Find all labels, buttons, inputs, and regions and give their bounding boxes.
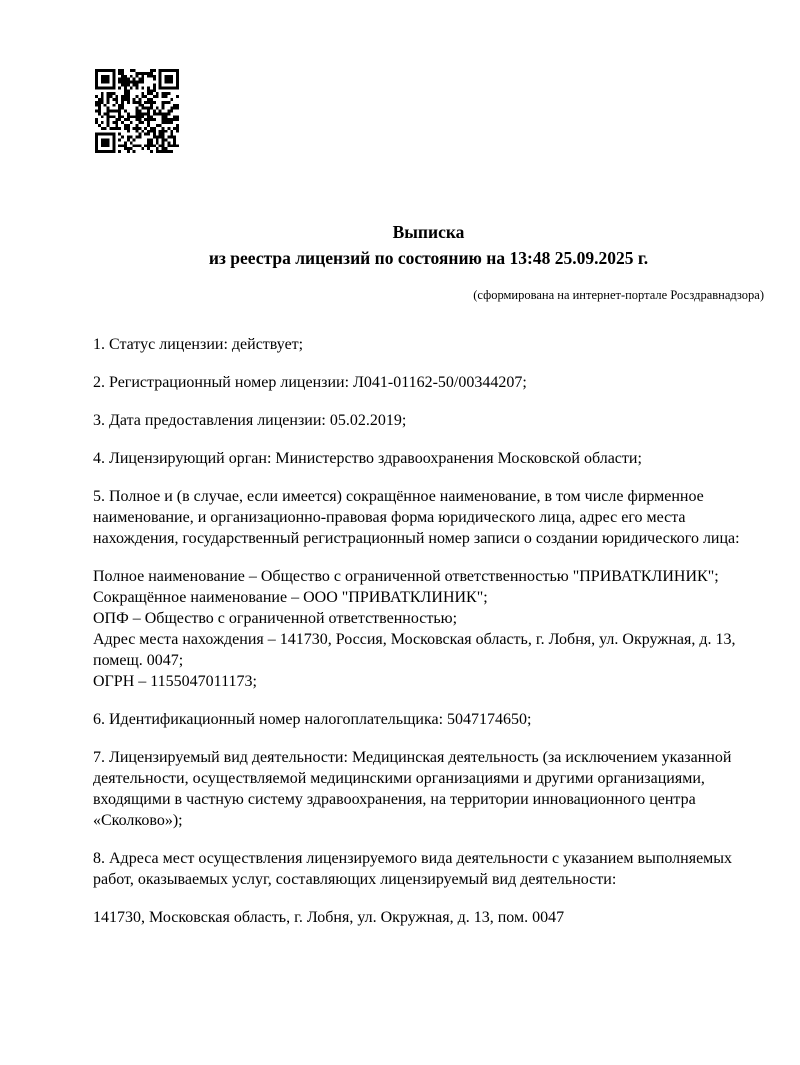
- activity-addresses-heading-paragraph: 8. Адреса мест осуществления лицензируемого вида деятельности с указанием выполняемых работ, оказываемых услуг, составляющих лицензируемый вид деятельности:: [93, 850, 733, 888]
- taxpayer-id-paragraph: 6. Идентификационный номер налогоплательщика: 5047174650;: [93, 711, 532, 728]
- generation-note: (сформирована на интернет-портале Росздравнадзора): [473, 288, 764, 302]
- licensed-activity-paragraph: 7. Лицензируемый вид деятельности: Медицинская деятельность (за исключением указанной деятельности, осуществляемой медицинскими организациями и другими организациями, входящими в частную систему здравоохранения, на территории инновационного центра «Сколково»);: [93, 749, 732, 829]
- entity-info-heading-paragraph: 5. Полное и (в случае, если имеется) сокращённое наименование, в том числе фирменное наименование, и организационно-правовая форма юридического лица, адрес его места нахождения, государственный регистрационный номер записи о создании юридического лица:: [93, 488, 740, 547]
- entity-ogrn-line: ОГРН – 1155047011173;: [93, 673, 257, 690]
- activity-address-line: 141730, Московская область, г. Лобня, ул. Окружная, д. 13, пом. 0047: [93, 909, 565, 926]
- entity-short-name-line: Сокращённое наименование – ООО "ПРИВАТКЛИНИК";: [93, 589, 488, 606]
- entity-address-line: Адрес места нахождения – 141730, Россия, Московская область, г. Лобня, ул. Окружная, д. 13, помещ. 0047;: [93, 631, 736, 669]
- licensing-authority-paragraph: 4. Лицензирующий орган: Министерство здравоохранения Московской области;: [93, 450, 642, 467]
- entity-info-block: [93, 566, 764, 692]
- document-content: [93, 219, 764, 928]
- license-status-paragraph: 1. Статус лицензии: действует;: [93, 336, 304, 353]
- grant-date-paragraph: 3. Дата предоставления лицензии: 05.02.2019;: [93, 412, 407, 429]
- document-title-line1: Выписка: [392, 222, 465, 242]
- document-title: [93, 219, 764, 271]
- entity-full-name-line: Полное наименование – Общество с ограниченной ответственностью "ПРИВАТКЛИНИК";: [93, 568, 719, 585]
- registration-number-paragraph: 2. Регистрационный номер лицензии: Л041-01162-50/00344207;: [93, 374, 527, 391]
- document-title-line2: из реестра лицензий по состоянию на 13:48 25.09.2025 г.: [208, 248, 649, 268]
- entity-opf-line: ОПФ – Общество с ограниченной ответственностью;: [93, 610, 458, 627]
- document-body: [93, 334, 764, 928]
- qr-code-icon: [95, 69, 179, 153]
